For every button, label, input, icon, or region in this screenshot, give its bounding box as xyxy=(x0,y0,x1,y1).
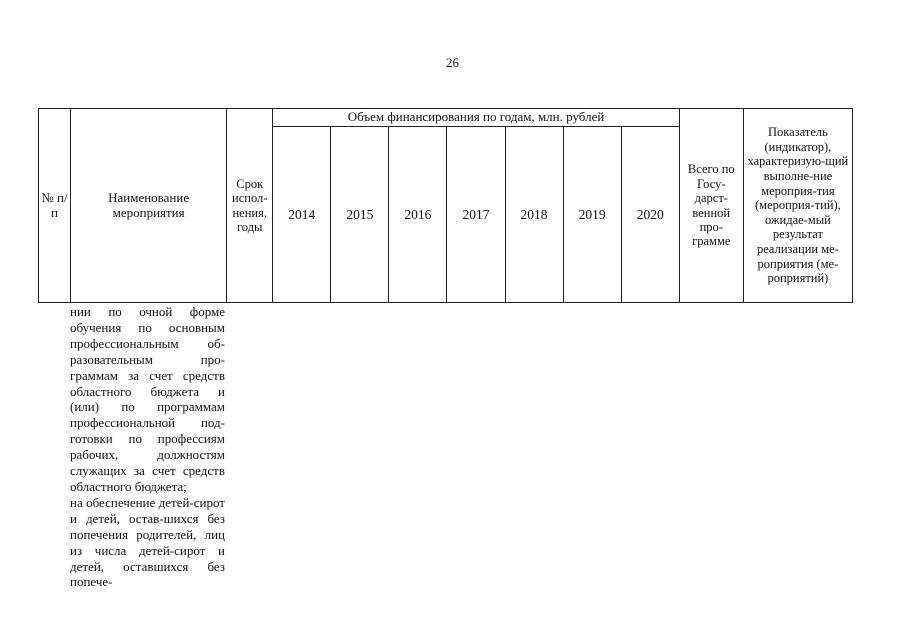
header-year-2020: 2020 xyxy=(621,127,679,303)
header-financing: Объем финансирования по годам, млн. рублей xyxy=(273,109,680,127)
header-term: Срок испол-нения, годы xyxy=(227,109,273,303)
description-paragraph-1: нии по очной форме обучения по основным профессиональным об-разовательным про-граммам за счет средств областного бюджета и (или) по программам профессиональной под-готовки по профессиям рабочих, должностям служащих за счет средств областного бюджета; xyxy=(70,304,225,494)
header-year-2016: 2016 xyxy=(389,127,447,303)
header-year-2015: 2015 xyxy=(331,127,389,303)
header-num: № п/п xyxy=(39,109,71,303)
header-name: Наименование мероприятия xyxy=(71,109,227,303)
page-number: 26 xyxy=(446,55,459,70)
description-paragraph-2: на обеспечение детей-сирот и детей, остав-шихся без попечения родителей, лиц из числа детей-сирот и детей, оставшихся без попече- xyxy=(70,494,225,590)
header-total: Всего по Госу-дарст-венной про-грамме xyxy=(679,109,743,303)
header-year-2019: 2019 xyxy=(563,127,621,303)
header-year-2017: 2017 xyxy=(447,127,505,303)
header-year-2014: 2014 xyxy=(273,127,331,303)
header-indicator: Показатель (индикатор), характеризую-щий выполне-ние мероприя-тия (мероприя-тий), ожидае-мый результат реализации ме-роприятия (ме-роприятий) xyxy=(743,109,852,303)
financing-table xyxy=(38,108,853,303)
measure-description-continuation xyxy=(70,304,225,590)
header-year-2018: 2018 xyxy=(505,127,563,303)
